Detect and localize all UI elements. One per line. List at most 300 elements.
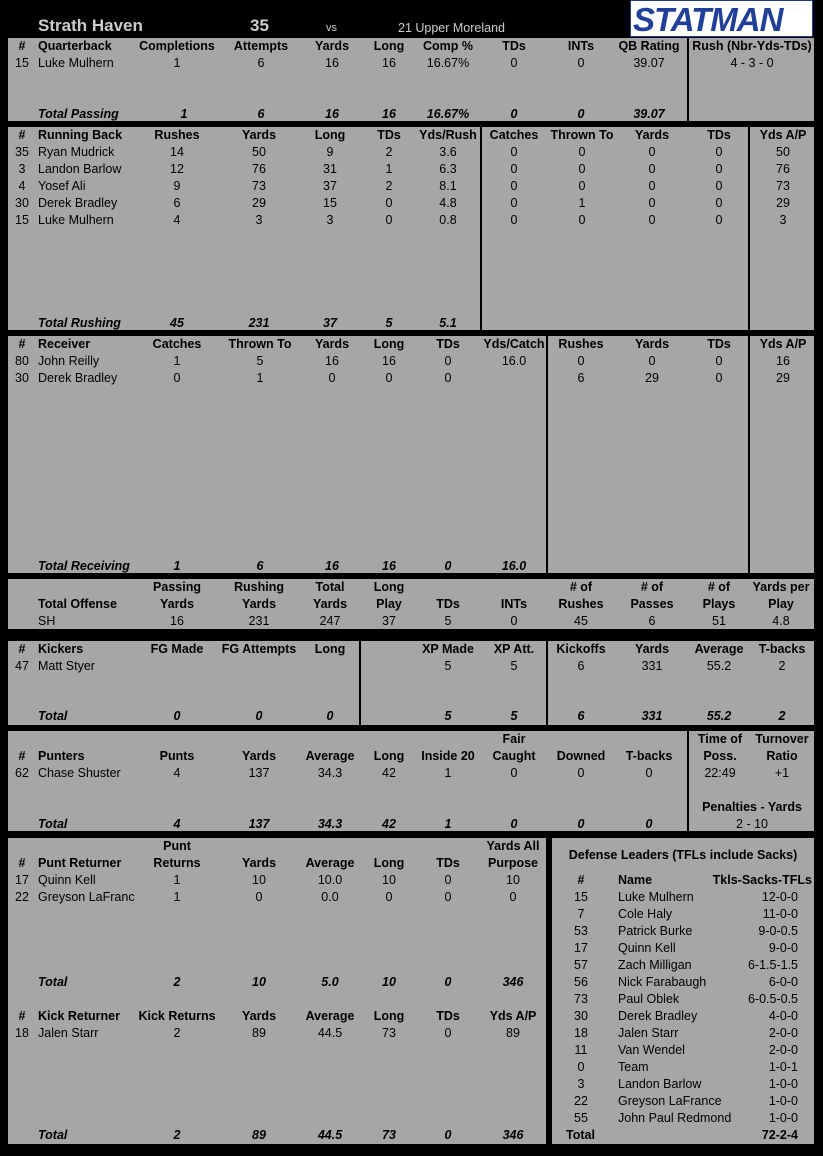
receiving-header-yds-ap: Yds A/P xyxy=(759,337,807,351)
receiving-cell: Derek Bradley xyxy=(38,371,118,385)
punt-return-cell: 17 xyxy=(15,873,29,887)
punters-header-name: Punters xyxy=(38,749,85,763)
kickers-total-fg-made: 0 xyxy=(173,709,181,723)
kickers-row-num: 47 xyxy=(15,659,29,673)
rushing-cell: 4 xyxy=(18,179,26,193)
defense-tkls: 2-0-0 xyxy=(768,1026,798,1040)
rushing-cell: 0 xyxy=(578,145,586,159)
rushing-cell: 6 xyxy=(173,196,181,210)
kick-row-tds: 0 xyxy=(444,1026,452,1040)
rushing-cell: 4.8 xyxy=(439,196,457,210)
receiving-cell: 0 xyxy=(385,371,393,385)
punters-total-inside20: 1 xyxy=(444,817,452,831)
punters-section xyxy=(8,731,814,831)
kickers-total-kickoffs: 6 xyxy=(577,709,585,723)
rushing-cell: 9 xyxy=(326,145,334,159)
rushing-cell: 30 xyxy=(15,196,29,210)
passing-header-tds: TDs xyxy=(502,39,526,53)
rushing-total-tds: 5 xyxy=(385,316,393,330)
receiving-total-thrown-to: 6 xyxy=(256,559,264,573)
kickers-row-kickoffs: 6 xyxy=(577,659,585,673)
penalties-label: Penalties - Yards xyxy=(702,800,802,814)
defense-name: Landon Barlow xyxy=(618,1077,702,1091)
offense-plays: 51 xyxy=(712,614,726,628)
rushing-header-yds-ap: Yds A/P xyxy=(759,128,807,142)
punt-header-tds: TDs xyxy=(436,856,460,870)
rushing-cell: 50 xyxy=(776,145,790,159)
punt-total-purpose: 346 xyxy=(502,975,524,989)
receiving-cell: 0 xyxy=(715,354,723,368)
passing-header-attempts: Attempts xyxy=(233,39,289,53)
punters-total-average: 34.3 xyxy=(317,817,343,831)
passing-total-tds: 0 xyxy=(510,107,518,121)
punt-return-cell: Greyson LaFranc xyxy=(38,890,135,904)
kickers-total-long: 0 xyxy=(326,709,334,723)
punt-header-name: Punt Returner xyxy=(38,856,122,870)
defense-num: 0 xyxy=(577,1060,585,1074)
rushing-cell: 0 xyxy=(510,196,518,210)
offense-h2-passing: Yards xyxy=(159,597,195,611)
rushing-cell: 0 xyxy=(385,213,393,227)
defense-num: 53 xyxy=(574,924,588,938)
rushing-cell: Luke Mulhern xyxy=(38,213,114,227)
punters-row-caught: 0 xyxy=(510,766,518,780)
passing-header-comp-pct: Comp % xyxy=(423,39,473,53)
offense-ypp: 4.8 xyxy=(772,614,790,628)
kickers-section xyxy=(8,641,814,725)
punt-return-cell: Quinn Kell xyxy=(38,873,96,887)
punt-h1-punt: Punt xyxy=(163,839,191,853)
receiving-cell: 30 xyxy=(15,371,29,385)
rushing-total-yds-rush: 5.1 xyxy=(439,316,457,330)
offense-h1-ypp: Yards per xyxy=(752,580,810,594)
punters-row-yards: 137 xyxy=(248,766,270,780)
rushing-cell: 4 xyxy=(173,213,181,227)
kickers-header-name: Kickers xyxy=(38,642,84,656)
passing-header-rush: Rush (Nbr-Yds-TDs) xyxy=(692,39,812,53)
offense-team: SH xyxy=(38,614,56,628)
rushing-header-yds-rush: Yds/Rush xyxy=(419,128,477,142)
receiving-cell: 80 xyxy=(15,354,29,368)
punters-total-downed: 0 xyxy=(577,817,585,831)
rushing-cell: 29 xyxy=(776,196,790,210)
receiving-header-rush-yards: Yards xyxy=(634,337,670,351)
passing-header-ints: INTs xyxy=(567,39,595,53)
punt-total-label: Total xyxy=(38,975,68,989)
passing-row-attempts: 6 xyxy=(257,56,265,70)
punt-header-num: # xyxy=(18,856,26,870)
defense-name: Team xyxy=(618,1060,649,1074)
defense-total-label: Total xyxy=(566,1128,595,1142)
kick-row-long: 73 xyxy=(382,1026,396,1040)
rushing-cell: Ryan Mudrick xyxy=(38,145,115,159)
kickers-header-tbacks: T-backs xyxy=(758,642,806,656)
kick-row-yds-ap: 89 xyxy=(506,1026,520,1040)
rushing-total-long: 37 xyxy=(323,316,337,330)
offense-h2-plays: Plays xyxy=(702,597,736,611)
receiving-cell: 0 xyxy=(173,371,181,385)
punt-return-cell: 0 xyxy=(444,873,452,887)
offense-h2-play: Play xyxy=(376,597,402,611)
receiving-cell: 0 xyxy=(577,354,585,368)
rushing-cell: Landon Barlow xyxy=(38,162,122,176)
rushing-header-yards: Yards xyxy=(241,128,277,142)
rushing-total-yards: 231 xyxy=(248,316,270,330)
punters-row-inside20: 1 xyxy=(444,766,452,780)
passing-header-name: Quarterback xyxy=(38,39,112,53)
passing-row-yards: 16 xyxy=(325,56,339,70)
defense-tkls: 6-0-0 xyxy=(768,975,798,989)
punt-return-cell: 0.0 xyxy=(321,890,339,904)
offense-h2-rushing: Yards xyxy=(241,597,277,611)
punters-header-downed: Downed xyxy=(556,749,606,763)
kick-total-yards: 89 xyxy=(252,1128,266,1142)
punters-total-label: Total xyxy=(38,817,68,831)
offense-long-play: 37 xyxy=(382,614,396,628)
defense-name: John Paul Redmond xyxy=(618,1111,732,1125)
rushing-cell: 0 xyxy=(715,196,723,210)
kick-total-long: 73 xyxy=(382,1128,396,1142)
kick-row-yards: 89 xyxy=(252,1026,266,1040)
receiving-cell: 0 xyxy=(444,371,452,385)
defense-name: Jalen Starr xyxy=(618,1026,679,1040)
receiving-cell: 5 xyxy=(256,354,264,368)
receiving-header-rushes: Rushes xyxy=(558,337,604,351)
punters-header-long: Long xyxy=(373,749,405,763)
punt-header-purpose: Purpose xyxy=(487,856,538,870)
kickers-header-long: Long xyxy=(314,642,346,656)
receiving-total-label: Total Receiving xyxy=(38,559,130,573)
kickers-total-fg-attempts: 0 xyxy=(255,709,263,723)
receiving-header-tds: TDs xyxy=(436,337,460,351)
receiving-total-tds: 0 xyxy=(444,559,452,573)
punt-total-long: 10 xyxy=(382,975,396,989)
passing-row-num: 15 xyxy=(15,56,29,70)
turnover-ratio-value: +1 xyxy=(774,766,790,780)
rushing-cell: 3 xyxy=(18,162,26,176)
passing-row-qb-rating: 39.07 xyxy=(633,56,665,70)
defense-name: Van Wendel xyxy=(618,1043,685,1057)
punt-return-cell: 0 xyxy=(444,890,452,904)
kick-header-num: # xyxy=(18,1009,26,1023)
rushing-cell: 76 xyxy=(776,162,790,176)
passing-total-completions: 1 xyxy=(180,107,188,121)
punters-header-tbacks: T-backs xyxy=(625,749,673,763)
rushing-cell: 0 xyxy=(510,162,518,176)
rushing-cell: Yosef Ali xyxy=(38,179,86,193)
receiving-total-long: 16 xyxy=(382,559,396,573)
punters-total-tbacks: 0 xyxy=(645,817,653,831)
receiving-cell: 6 xyxy=(577,371,585,385)
kick-header-yards: Yards xyxy=(241,1009,277,1023)
passing-total-long: 16 xyxy=(382,107,396,121)
offense-passing-yards: 16 xyxy=(170,614,184,628)
offense-h1-passes: # of xyxy=(640,580,664,594)
kickers-total-xp-made: 5 xyxy=(444,709,452,723)
kick-row-num: 18 xyxy=(15,1026,29,1040)
punt-return-cell: 1 xyxy=(173,890,181,904)
offense-label: Total Offense xyxy=(38,597,117,611)
rushing-cell: Derek Bradley xyxy=(38,196,118,210)
punt-return-cell: 10.0 xyxy=(317,873,343,887)
rushing-header-thrown-to: Thrown To xyxy=(550,128,614,142)
defense-tkls: 4-0-0 xyxy=(768,1009,798,1023)
vs-label: vs xyxy=(326,22,337,34)
receiving-cell: 16 xyxy=(776,354,790,368)
receiving-header-yds-catch: Yds/Catch xyxy=(483,337,545,351)
rushing-cell: 0 xyxy=(578,179,586,193)
rushing-cell: 9 xyxy=(173,179,181,193)
passing-row-completions: 1 xyxy=(173,56,181,70)
kickers-row-xp-att: 5 xyxy=(510,659,518,673)
rushing-cell: 3 xyxy=(779,213,787,227)
rushing-cell: 3.6 xyxy=(439,145,457,159)
kickers-total-yards: 331 xyxy=(641,709,663,723)
defense-header-tkls: Tkls-Sacks-TFLs xyxy=(712,873,812,887)
time-of-poss-value: 22:49 xyxy=(704,766,736,780)
passing-header-long: Long xyxy=(373,39,405,53)
kickers-header-xp-made: XP Made xyxy=(422,642,474,656)
kick-total-returns: 2 xyxy=(173,1128,181,1142)
statman-logo: STATMAN xyxy=(630,0,813,37)
rushing-cell: 0 xyxy=(648,162,656,176)
rushing-cell: 0 xyxy=(715,179,723,193)
kickers-header-fg-attempts: FG Attempts xyxy=(221,642,297,656)
defense-tkls: 9-0-0 xyxy=(768,941,798,955)
rushing-header-catches: Catches xyxy=(489,128,539,142)
offense-total-yards: 247 xyxy=(319,614,341,628)
offense-h2-passes: Passes xyxy=(630,597,674,611)
defense-section xyxy=(552,838,814,1144)
defense-tkls: 2-0-0 xyxy=(768,1043,798,1057)
receiving-cell: 16.0 xyxy=(501,354,527,368)
rushing-cell: 1 xyxy=(385,162,393,176)
punt-header-yards: Yards xyxy=(241,856,277,870)
rushing-header-name: Running Back xyxy=(38,128,123,142)
rushing-cell: 15 xyxy=(15,213,29,227)
kickers-header-xp-att: XP Att. xyxy=(493,642,535,656)
rushing-header-tds: TDs xyxy=(377,128,401,142)
total-offense-section xyxy=(8,579,814,629)
kickers-total-label: Total xyxy=(38,709,68,723)
rushing-cell: 0 xyxy=(715,213,723,227)
defense-tkls: 1-0-0 xyxy=(768,1094,798,1108)
punters-header-punts: Punts xyxy=(159,749,195,763)
rushing-cell: 0 xyxy=(648,196,656,210)
receiving-header-num: # xyxy=(18,337,26,351)
offense-h1-rushes: # of xyxy=(569,580,593,594)
passing-row-rush: 4 - 3 - 0 xyxy=(730,56,774,70)
offense-h2-ypp: Play xyxy=(768,597,794,611)
passing-row-long: 16 xyxy=(382,56,396,70)
kickers-header-average: Average xyxy=(694,642,744,656)
punters-header-num: # xyxy=(18,749,26,763)
punt-return-cell: 22 xyxy=(15,890,29,904)
punt-return-cell: 0 xyxy=(509,890,517,904)
punters-row-name: Chase Shuster xyxy=(38,766,121,780)
receiving-cell: 16 xyxy=(325,354,339,368)
kick-header-name: Kick Returner xyxy=(38,1009,120,1023)
defense-tkls: 6-0.5-0.5 xyxy=(747,992,798,1006)
punters-total-caught: 0 xyxy=(510,817,518,831)
passing-header-num: # xyxy=(18,39,26,53)
punters-header-average: Average xyxy=(305,749,355,763)
receiving-cell: 0 xyxy=(715,371,723,385)
defense-num: 18 xyxy=(574,1026,588,1040)
rushing-cell: 3 xyxy=(326,213,334,227)
receiving-header-yards: Yards xyxy=(314,337,350,351)
rushing-cell: 0 xyxy=(715,145,723,159)
offense-h2-tds: TDs xyxy=(436,597,460,611)
defense-name: Zach Milligan xyxy=(618,958,692,972)
passing-total-comp-pct: 16.67% xyxy=(426,107,470,121)
punt-return-cell: 0 xyxy=(255,890,263,904)
receiving-header-thrown-to: Thrown To xyxy=(228,337,292,351)
passing-total-attempts: 6 xyxy=(257,107,265,121)
kick-header-average: Average xyxy=(305,1009,355,1023)
defense-tkls: 6-1.5-1.5 xyxy=(747,958,798,972)
rushing-cell: 73 xyxy=(252,179,266,193)
passing-header-qb-rating: QB Rating xyxy=(618,39,680,53)
rushing-cell: 15 xyxy=(323,196,337,210)
defense-title: Defense Leaders (TFLs include Sacks) xyxy=(568,848,798,862)
passing-total-qb-rating: 39.07 xyxy=(633,107,665,121)
defense-tkls: 12-0-0 xyxy=(761,890,798,904)
offense-rushing-yards: 231 xyxy=(248,614,270,628)
rushing-header-rec-yards: Yards xyxy=(634,128,670,142)
defense-name: Paul Oblek xyxy=(618,992,680,1006)
receiving-header-catches: Catches xyxy=(152,337,202,351)
punters-total-yards: 137 xyxy=(248,817,270,831)
passing-section xyxy=(8,38,814,121)
kickers-row-xp-made: 5 xyxy=(444,659,452,673)
rushing-cell: 0 xyxy=(510,213,518,227)
kick-total-label: Total xyxy=(38,1128,68,1142)
punt-total-average: 5.0 xyxy=(321,975,339,989)
kickers-total-average: 55.2 xyxy=(706,709,732,723)
defense-num: 7 xyxy=(577,907,585,921)
rushing-cell: 3 xyxy=(255,213,263,227)
rushing-cell: 8.1 xyxy=(439,179,457,193)
kickers-row-tbacks: 2 xyxy=(778,659,786,673)
kick-row-name: Jalen Starr xyxy=(38,1026,99,1040)
rushing-cell: 0 xyxy=(510,145,518,159)
punters-header-yards: Yards xyxy=(241,749,277,763)
offense-h1-rushing: Rushing xyxy=(234,580,284,594)
receiving-cell: 29 xyxy=(776,371,790,385)
kickers-row-average: 55.2 xyxy=(706,659,732,673)
defense-num: 56 xyxy=(574,975,588,989)
defense-tkls: 1-0-1 xyxy=(768,1060,798,1074)
defense-name: Greyson LaFrance xyxy=(618,1094,722,1108)
rushing-cell: 0 xyxy=(578,213,586,227)
punters-h1-fair: Fair xyxy=(502,732,526,746)
rushing-cell: 73 xyxy=(776,179,790,193)
punt-return-cell: 0 xyxy=(385,890,393,904)
time-of-poss-label2: Poss. xyxy=(703,749,737,763)
kick-total-average: 44.5 xyxy=(317,1128,343,1142)
receiving-cell: 0 xyxy=(328,371,336,385)
offense-rushes: 45 xyxy=(574,614,588,628)
punt-header-returns: Returns xyxy=(153,856,201,870)
receiving-total-yards: 16 xyxy=(325,559,339,573)
turnover-ratio-label2: Ratio xyxy=(766,749,798,763)
defense-num: 3 xyxy=(577,1077,585,1091)
rushing-cell: 29 xyxy=(252,196,266,210)
passing-row-tds: 0 xyxy=(510,56,518,70)
punters-row-punts: 4 xyxy=(173,766,181,780)
defense-num: 17 xyxy=(574,941,588,955)
kick-row-returns: 2 xyxy=(173,1026,181,1040)
rushing-header-num: # xyxy=(18,128,26,142)
rushing-cell: 1 xyxy=(578,196,586,210)
rushing-cell: 0 xyxy=(648,145,656,159)
defense-name: Nick Farabaugh xyxy=(618,975,707,989)
defense-name: Luke Mulhern xyxy=(618,890,694,904)
receiving-cell xyxy=(480,370,548,387)
kickers-header-fg-made: FG Made xyxy=(150,642,204,656)
rushing-cell: 14 xyxy=(170,145,184,159)
punters-total-punts: 4 xyxy=(173,817,181,831)
rushing-header-long: Long xyxy=(314,128,346,142)
receiving-cell: 29 xyxy=(645,371,659,385)
punt-h1-yards-all: Yards All xyxy=(486,839,540,853)
receiving-total-yds-catch: 16.0 xyxy=(501,559,527,573)
rushing-cell: 0 xyxy=(648,213,656,227)
punters-row-average: 34.3 xyxy=(317,766,343,780)
punters-total-long: 42 xyxy=(382,817,396,831)
punt-total-tds: 0 xyxy=(444,975,452,989)
passing-row-name: Luke Mulhern xyxy=(38,56,114,70)
receiving-cell: 1 xyxy=(173,354,181,368)
time-of-poss-label: Time of xyxy=(697,732,743,746)
rushing-cell: 76 xyxy=(252,162,266,176)
rushing-cell: 6.3 xyxy=(439,162,457,176)
kick-total-tds: 0 xyxy=(444,1128,452,1142)
rushing-cell: 0 xyxy=(648,179,656,193)
receiving-total-catches: 1 xyxy=(173,559,181,573)
defense-tkls: 1-0-0 xyxy=(768,1077,798,1091)
rushing-cell: 37 xyxy=(323,179,337,193)
home-score: 35 xyxy=(250,16,269,35)
kick-header-returns: Kick Returns xyxy=(138,1009,216,1023)
defense-header-num: # xyxy=(577,873,585,887)
returns-section xyxy=(8,838,546,1144)
rushing-cell: 0 xyxy=(578,162,586,176)
punt-return-cell: 1 xyxy=(173,873,181,887)
rushing-total-rushes: 45 xyxy=(170,316,184,330)
rushing-cell: 50 xyxy=(252,145,266,159)
kickers-row-name: Matt Styer xyxy=(38,659,95,673)
punt-return-cell: 10 xyxy=(506,873,520,887)
receiving-cell: 0 xyxy=(648,354,656,368)
offense-tds: 5 xyxy=(444,614,452,628)
punt-return-cell: 10 xyxy=(252,873,266,887)
defense-num: 15 xyxy=(574,890,588,904)
rushing-cell: 2 xyxy=(385,145,393,159)
defense-name: Quinn Kell xyxy=(618,941,676,955)
defense-num: 55 xyxy=(574,1111,588,1125)
kick-header-long: Long xyxy=(373,1009,405,1023)
defense-num: 11 xyxy=(574,1043,588,1057)
punters-row-long: 42 xyxy=(382,766,396,780)
offense-h2-rushes: Rushes xyxy=(558,597,604,611)
punt-header-long: Long xyxy=(373,856,405,870)
rushing-total-label: Total Rushing xyxy=(38,316,121,330)
passing-total-ints: 0 xyxy=(577,107,585,121)
defense-num: 22 xyxy=(574,1094,588,1108)
receiving-cell: John Reilly xyxy=(38,354,100,368)
